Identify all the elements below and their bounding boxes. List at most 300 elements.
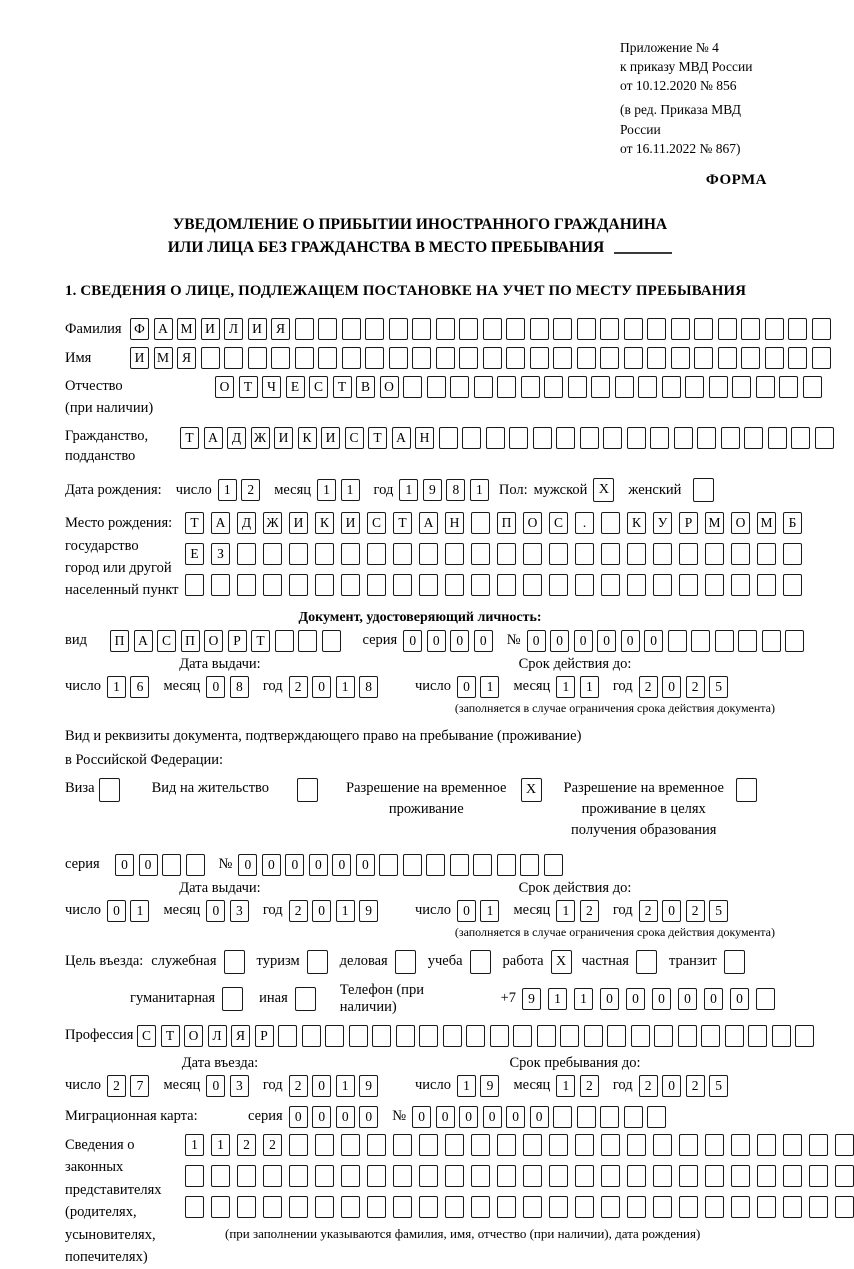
char-cell[interactable] bbox=[762, 630, 781, 652]
char-cell[interactable]: Ф bbox=[130, 318, 149, 340]
char-cell[interactable] bbox=[523, 1134, 542, 1156]
char-cell[interactable] bbox=[809, 1196, 828, 1218]
char-cell[interactable]: 0 bbox=[527, 630, 546, 652]
char-cell[interactable] bbox=[483, 318, 502, 340]
char-cell[interactable] bbox=[568, 376, 587, 398]
char-cell[interactable]: И bbox=[201, 318, 220, 340]
char-cell[interactable]: 0 bbox=[457, 900, 476, 922]
char-cell[interactable] bbox=[412, 347, 431, 369]
char-cell[interactable] bbox=[809, 1165, 828, 1187]
char-cell[interactable]: 1 bbox=[317, 479, 336, 501]
char-cell[interactable]: 0 bbox=[312, 1075, 331, 1097]
char-cell[interactable]: 0 bbox=[262, 854, 281, 876]
birth-day-cells[interactable] bbox=[218, 479, 261, 501]
char-cell[interactable] bbox=[389, 347, 408, 369]
valid-month-cells[interactable] bbox=[556, 676, 599, 698]
char-cell[interactable] bbox=[601, 543, 620, 565]
char-cell[interactable]: 0 bbox=[662, 676, 681, 698]
char-cell[interactable] bbox=[575, 1134, 594, 1156]
char-cell[interactable] bbox=[302, 1025, 321, 1047]
char-cell[interactable]: 0 bbox=[115, 854, 134, 876]
char-cell[interactable]: М bbox=[177, 318, 196, 340]
char-cell[interactable] bbox=[295, 347, 314, 369]
char-cell[interactable] bbox=[483, 347, 502, 369]
char-cell[interactable]: . bbox=[575, 512, 594, 534]
char-cell[interactable] bbox=[584, 1025, 603, 1047]
char-cell[interactable] bbox=[506, 318, 525, 340]
char-cell[interactable]: 0 bbox=[662, 1075, 681, 1097]
char-cell[interactable] bbox=[325, 1025, 344, 1047]
char-cell[interactable]: 2 bbox=[580, 900, 599, 922]
char-cell[interactable] bbox=[427, 376, 446, 398]
char-cell[interactable] bbox=[549, 1165, 568, 1187]
purpose-official-checkbox[interactable] bbox=[224, 950, 245, 974]
char-cell[interactable] bbox=[624, 318, 643, 340]
char-cell[interactable] bbox=[445, 1196, 464, 1218]
char-cell[interactable] bbox=[783, 1134, 802, 1156]
char-cell[interactable]: Т bbox=[393, 512, 412, 534]
char-cell[interactable] bbox=[237, 574, 256, 596]
char-cell[interactable] bbox=[367, 1134, 386, 1156]
char-cell[interactable] bbox=[709, 376, 728, 398]
char-cell[interactable]: Н bbox=[445, 512, 464, 534]
char-cell[interactable] bbox=[367, 1165, 386, 1187]
char-cell[interactable] bbox=[731, 1165, 750, 1187]
char-cell[interactable]: 0 bbox=[457, 676, 476, 698]
char-cell[interactable] bbox=[600, 1106, 619, 1128]
char-cell[interactable] bbox=[185, 1165, 204, 1187]
char-cell[interactable]: И bbox=[321, 427, 340, 449]
char-cell[interactable]: 1 bbox=[218, 479, 237, 501]
visa-checkbox[interactable] bbox=[99, 778, 120, 802]
birthplace-row3-cells[interactable] bbox=[185, 574, 802, 596]
char-cell[interactable] bbox=[638, 376, 657, 398]
char-cell[interactable]: 0 bbox=[550, 630, 569, 652]
char-cell[interactable] bbox=[471, 1134, 490, 1156]
char-cell[interactable]: 0 bbox=[626, 988, 645, 1010]
char-cell[interactable]: О bbox=[204, 630, 223, 652]
char-cell[interactable]: 0 bbox=[662, 900, 681, 922]
char-cell[interactable] bbox=[668, 630, 687, 652]
char-cell[interactable] bbox=[765, 318, 784, 340]
char-cell[interactable]: 0 bbox=[332, 854, 351, 876]
char-cell[interactable] bbox=[601, 1196, 620, 1218]
char-cell[interactable]: 0 bbox=[600, 988, 619, 1010]
char-cell[interactable]: 7 bbox=[130, 1075, 149, 1097]
char-cell[interactable]: М bbox=[154, 347, 173, 369]
char-cell[interactable]: 0 bbox=[459, 1106, 478, 1128]
female-checkbox[interactable] bbox=[693, 478, 714, 502]
char-cell[interactable]: 1 bbox=[336, 1075, 355, 1097]
char-cell[interactable] bbox=[815, 427, 834, 449]
representatives-row2-cells[interactable] bbox=[185, 1165, 854, 1187]
char-cell[interactable] bbox=[490, 1025, 509, 1047]
char-cell[interactable]: 0 bbox=[483, 1106, 502, 1128]
char-cell[interactable] bbox=[419, 1134, 438, 1156]
char-cell[interactable]: 2 bbox=[289, 900, 308, 922]
char-cell[interactable]: Л bbox=[224, 318, 243, 340]
char-cell[interactable] bbox=[544, 854, 563, 876]
char-cell[interactable]: 1 bbox=[185, 1134, 204, 1156]
birthplace-row1-cells[interactable] bbox=[185, 512, 802, 534]
char-cell[interactable] bbox=[379, 854, 398, 876]
char-cell[interactable] bbox=[812, 347, 831, 369]
doc-number-cells[interactable] bbox=[527, 630, 805, 652]
char-cell[interactable] bbox=[647, 318, 666, 340]
char-cell[interactable] bbox=[403, 854, 422, 876]
char-cell[interactable] bbox=[341, 1165, 360, 1187]
temp-residence-edu-checkbox[interactable] bbox=[736, 778, 757, 802]
char-cell[interactable]: О bbox=[523, 512, 542, 534]
char-cell[interactable] bbox=[603, 427, 622, 449]
char-cell[interactable]: Т bbox=[368, 427, 387, 449]
char-cell[interactable]: С bbox=[157, 630, 176, 652]
char-cell[interactable] bbox=[653, 1165, 672, 1187]
char-cell[interactable]: 0 bbox=[285, 854, 304, 876]
char-cell[interactable]: 2 bbox=[639, 1075, 658, 1097]
char-cell[interactable] bbox=[795, 1025, 814, 1047]
char-cell[interactable] bbox=[289, 543, 308, 565]
char-cell[interactable] bbox=[263, 543, 282, 565]
char-cell[interactable]: И bbox=[341, 512, 360, 534]
char-cell[interactable] bbox=[601, 512, 620, 534]
char-cell[interactable] bbox=[575, 1196, 594, 1218]
entry-day-cells[interactable] bbox=[107, 1075, 150, 1097]
purpose-business-checkbox[interactable] bbox=[395, 950, 416, 974]
char-cell[interactable]: А bbox=[211, 512, 230, 534]
profession-cells[interactable] bbox=[137, 1025, 814, 1047]
char-cell[interactable] bbox=[450, 376, 469, 398]
char-cell[interactable] bbox=[393, 1196, 412, 1218]
res-issue-year-cells[interactable] bbox=[289, 900, 379, 922]
char-cell[interactable]: 2 bbox=[263, 1134, 282, 1156]
char-cell[interactable]: 1 bbox=[556, 1075, 575, 1097]
char-cell[interactable] bbox=[289, 1196, 308, 1218]
char-cell[interactable]: 2 bbox=[580, 1075, 599, 1097]
char-cell[interactable]: 1 bbox=[556, 900, 575, 922]
char-cell[interactable]: 3 bbox=[230, 1075, 249, 1097]
char-cell[interactable]: О bbox=[380, 376, 399, 398]
char-cell[interactable] bbox=[289, 1134, 308, 1156]
char-cell[interactable] bbox=[627, 1196, 646, 1218]
char-cell[interactable] bbox=[497, 574, 516, 596]
char-cell[interactable] bbox=[731, 574, 750, 596]
char-cell[interactable]: С bbox=[549, 512, 568, 534]
char-cell[interactable] bbox=[412, 318, 431, 340]
char-cell[interactable] bbox=[756, 376, 775, 398]
char-cell[interactable]: С bbox=[137, 1025, 156, 1047]
char-cell[interactable] bbox=[553, 1106, 572, 1128]
char-cell[interactable] bbox=[731, 543, 750, 565]
char-cell[interactable]: А bbox=[204, 427, 223, 449]
char-cell[interactable] bbox=[263, 1165, 282, 1187]
doc-type-cells[interactable] bbox=[110, 630, 341, 652]
char-cell[interactable]: 0 bbox=[652, 988, 671, 1010]
char-cell[interactable] bbox=[459, 347, 478, 369]
char-cell[interactable] bbox=[738, 630, 757, 652]
char-cell[interactable] bbox=[577, 318, 596, 340]
char-cell[interactable] bbox=[741, 318, 760, 340]
char-cell[interactable] bbox=[788, 347, 807, 369]
char-cell[interactable] bbox=[600, 318, 619, 340]
char-cell[interactable] bbox=[211, 574, 230, 596]
char-cell[interactable]: И bbox=[289, 512, 308, 534]
char-cell[interactable]: 2 bbox=[289, 676, 308, 698]
char-cell[interactable] bbox=[624, 347, 643, 369]
char-cell[interactable] bbox=[445, 1165, 464, 1187]
char-cell[interactable] bbox=[549, 543, 568, 565]
char-cell[interactable] bbox=[497, 854, 516, 876]
char-cell[interactable]: 9 bbox=[359, 1075, 378, 1097]
char-cell[interactable] bbox=[653, 543, 672, 565]
char-cell[interactable] bbox=[654, 1025, 673, 1047]
char-cell[interactable] bbox=[471, 512, 490, 534]
char-cell[interactable] bbox=[577, 1106, 596, 1128]
char-cell[interactable]: 8 bbox=[230, 676, 249, 698]
valid-day-cells[interactable] bbox=[457, 676, 500, 698]
char-cell[interactable] bbox=[295, 318, 314, 340]
char-cell[interactable] bbox=[237, 543, 256, 565]
char-cell[interactable] bbox=[523, 543, 542, 565]
char-cell[interactable] bbox=[419, 543, 438, 565]
char-cell[interactable]: Ч bbox=[262, 376, 281, 398]
char-cell[interactable]: 8 bbox=[359, 676, 378, 698]
char-cell[interactable]: П bbox=[110, 630, 129, 652]
char-cell[interactable]: Е bbox=[185, 543, 204, 565]
res-issue-month-cells[interactable] bbox=[206, 900, 249, 922]
char-cell[interactable]: 0 bbox=[621, 630, 640, 652]
char-cell[interactable]: 0 bbox=[704, 988, 723, 1010]
char-cell[interactable] bbox=[601, 574, 620, 596]
char-cell[interactable]: 0 bbox=[206, 900, 225, 922]
res-issue-day-cells[interactable] bbox=[107, 900, 150, 922]
char-cell[interactable]: 2 bbox=[241, 479, 260, 501]
char-cell[interactable] bbox=[530, 347, 549, 369]
char-cell[interactable] bbox=[263, 574, 282, 596]
char-cell[interactable] bbox=[462, 427, 481, 449]
char-cell[interactable] bbox=[718, 318, 737, 340]
char-cell[interactable] bbox=[341, 543, 360, 565]
char-cell[interactable] bbox=[560, 1025, 579, 1047]
char-cell[interactable] bbox=[523, 574, 542, 596]
char-cell[interactable] bbox=[624, 1106, 643, 1128]
char-cell[interactable] bbox=[705, 1196, 724, 1218]
char-cell[interactable]: Т bbox=[239, 376, 258, 398]
char-cell[interactable] bbox=[471, 1196, 490, 1218]
char-cell[interactable] bbox=[765, 347, 784, 369]
char-cell[interactable]: Б bbox=[783, 512, 802, 534]
char-cell[interactable]: 9 bbox=[480, 1075, 499, 1097]
char-cell[interactable]: И bbox=[130, 347, 149, 369]
char-cell[interactable]: Р bbox=[228, 630, 247, 652]
char-cell[interactable]: 1 bbox=[556, 676, 575, 698]
char-cell[interactable]: 0 bbox=[206, 676, 225, 698]
char-cell[interactable]: К bbox=[315, 512, 334, 534]
char-cell[interactable] bbox=[263, 1196, 282, 1218]
char-cell[interactable] bbox=[744, 427, 763, 449]
char-cell[interactable] bbox=[315, 574, 334, 596]
char-cell[interactable] bbox=[466, 1025, 485, 1047]
char-cell[interactable] bbox=[783, 1196, 802, 1218]
char-cell[interactable]: 9 bbox=[359, 900, 378, 922]
char-cell[interactable] bbox=[783, 574, 802, 596]
char-cell[interactable] bbox=[650, 427, 669, 449]
char-cell[interactable]: 0 bbox=[474, 630, 493, 652]
representatives-row1-cells[interactable] bbox=[185, 1134, 854, 1156]
char-cell[interactable] bbox=[757, 543, 776, 565]
char-cell[interactable]: 3 bbox=[230, 900, 249, 922]
char-cell[interactable] bbox=[278, 1025, 297, 1047]
entry-year-cells[interactable] bbox=[289, 1075, 379, 1097]
purpose-humanitarian-checkbox[interactable] bbox=[222, 987, 243, 1011]
char-cell[interactable]: 0 bbox=[107, 900, 126, 922]
birth-month-cells[interactable] bbox=[317, 479, 360, 501]
char-cell[interactable] bbox=[349, 1025, 368, 1047]
char-cell[interactable] bbox=[627, 574, 646, 596]
char-cell[interactable] bbox=[486, 427, 505, 449]
char-cell[interactable]: Л bbox=[208, 1025, 227, 1047]
char-cell[interactable]: 1 bbox=[457, 1075, 476, 1097]
char-cell[interactable] bbox=[671, 347, 690, 369]
char-cell[interactable] bbox=[497, 1134, 516, 1156]
char-cell[interactable] bbox=[237, 1196, 256, 1218]
stay-month-cells[interactable] bbox=[556, 1075, 599, 1097]
char-cell[interactable] bbox=[341, 1196, 360, 1218]
char-cell[interactable] bbox=[785, 630, 804, 652]
char-cell[interactable] bbox=[315, 543, 334, 565]
char-cell[interactable] bbox=[471, 1165, 490, 1187]
char-cell[interactable]: 2 bbox=[107, 1075, 126, 1097]
char-cell[interactable] bbox=[530, 318, 549, 340]
valid-year-cells[interactable] bbox=[639, 676, 729, 698]
char-cell[interactable] bbox=[389, 318, 408, 340]
char-cell[interactable]: Т bbox=[161, 1025, 180, 1047]
char-cell[interactable]: 0 bbox=[139, 854, 158, 876]
char-cell[interactable] bbox=[772, 1025, 791, 1047]
char-cell[interactable]: 0 bbox=[412, 1106, 431, 1128]
char-cell[interactable]: 2 bbox=[686, 676, 705, 698]
char-cell[interactable] bbox=[396, 1025, 415, 1047]
char-cell[interactable]: 1 bbox=[470, 479, 489, 501]
char-cell[interactable]: 6 bbox=[130, 676, 149, 698]
char-cell[interactable]: С bbox=[345, 427, 364, 449]
char-cell[interactable] bbox=[185, 1196, 204, 1218]
char-cell[interactable]: Т bbox=[180, 427, 199, 449]
char-cell[interactable] bbox=[419, 1196, 438, 1218]
char-cell[interactable]: 2 bbox=[237, 1134, 256, 1156]
char-cell[interactable] bbox=[705, 1165, 724, 1187]
char-cell[interactable] bbox=[185, 574, 204, 596]
char-cell[interactable] bbox=[653, 574, 672, 596]
char-cell[interactable] bbox=[289, 574, 308, 596]
char-cell[interactable] bbox=[580, 427, 599, 449]
char-cell[interactable]: 1 bbox=[341, 479, 360, 501]
char-cell[interactable] bbox=[631, 1025, 650, 1047]
char-cell[interactable]: 0 bbox=[597, 630, 616, 652]
char-cell[interactable]: 1 bbox=[580, 676, 599, 698]
char-cell[interactable] bbox=[627, 543, 646, 565]
char-cell[interactable] bbox=[835, 1196, 854, 1218]
char-cell[interactable] bbox=[705, 574, 724, 596]
res-valid-month-cells[interactable] bbox=[556, 900, 599, 922]
char-cell[interactable] bbox=[678, 1025, 697, 1047]
char-cell[interactable] bbox=[653, 1134, 672, 1156]
char-cell[interactable] bbox=[725, 1025, 744, 1047]
char-cell[interactable] bbox=[731, 1134, 750, 1156]
char-cell[interactable] bbox=[757, 1134, 776, 1156]
char-cell[interactable] bbox=[201, 347, 220, 369]
char-cell[interactable]: Р bbox=[679, 512, 698, 534]
char-cell[interactable] bbox=[211, 1196, 230, 1218]
char-cell[interactable] bbox=[627, 1134, 646, 1156]
char-cell[interactable]: И bbox=[274, 427, 293, 449]
char-cell[interactable] bbox=[248, 347, 267, 369]
char-cell[interactable] bbox=[741, 347, 760, 369]
char-cell[interactable]: Я bbox=[271, 318, 290, 340]
char-cell[interactable]: А bbox=[392, 427, 411, 449]
char-cell[interactable]: 0 bbox=[644, 630, 663, 652]
char-cell[interactable]: П bbox=[497, 512, 516, 534]
char-cell[interactable] bbox=[289, 1165, 308, 1187]
char-cell[interactable]: 0 bbox=[450, 630, 469, 652]
char-cell[interactable] bbox=[224, 347, 243, 369]
char-cell[interactable] bbox=[718, 347, 737, 369]
char-cell[interactable]: 1 bbox=[336, 900, 355, 922]
issue-year-cells[interactable] bbox=[289, 676, 379, 698]
char-cell[interactable] bbox=[315, 1165, 334, 1187]
char-cell[interactable]: 8 bbox=[446, 479, 465, 501]
char-cell[interactable]: Ж bbox=[251, 427, 270, 449]
char-cell[interactable] bbox=[459, 318, 478, 340]
char-cell[interactable]: П bbox=[181, 630, 200, 652]
char-cell[interactable] bbox=[450, 854, 469, 876]
char-cell[interactable] bbox=[271, 347, 290, 369]
char-cell[interactable] bbox=[211, 1165, 230, 1187]
char-cell[interactable] bbox=[575, 543, 594, 565]
char-cell[interactable] bbox=[694, 318, 713, 340]
char-cell[interactable]: 0 bbox=[312, 900, 331, 922]
char-cell[interactable] bbox=[627, 1165, 646, 1187]
char-cell[interactable] bbox=[393, 543, 412, 565]
char-cell[interactable] bbox=[674, 427, 693, 449]
purpose-tourism-checkbox[interactable] bbox=[307, 950, 328, 974]
char-cell[interactable]: 1 bbox=[399, 479, 418, 501]
char-cell[interactable]: 2 bbox=[639, 676, 658, 698]
char-cell[interactable]: 0 bbox=[530, 1106, 549, 1128]
char-cell[interactable]: 5 bbox=[709, 676, 728, 698]
char-cell[interactable] bbox=[341, 574, 360, 596]
char-cell[interactable]: Ж bbox=[263, 512, 282, 534]
char-cell[interactable] bbox=[315, 1134, 334, 1156]
char-cell[interactable]: А bbox=[134, 630, 153, 652]
stay-day-cells[interactable] bbox=[457, 1075, 500, 1097]
purpose-study-checkbox[interactable] bbox=[470, 950, 491, 974]
char-cell[interactable]: Т bbox=[251, 630, 270, 652]
char-cell[interactable] bbox=[342, 347, 361, 369]
char-cell[interactable] bbox=[705, 1134, 724, 1156]
char-cell[interactable] bbox=[367, 1196, 386, 1218]
char-cell[interactable] bbox=[600, 347, 619, 369]
issue-month-cells[interactable] bbox=[206, 676, 249, 698]
citizenship-cells[interactable] bbox=[180, 427, 834, 449]
char-cell[interactable] bbox=[549, 1134, 568, 1156]
char-cell[interactable]: 5 bbox=[709, 900, 728, 922]
patronymic-cells[interactable] bbox=[215, 376, 822, 398]
char-cell[interactable] bbox=[809, 1134, 828, 1156]
char-cell[interactable] bbox=[685, 376, 704, 398]
char-cell[interactable]: 1 bbox=[574, 988, 593, 1010]
char-cell[interactable] bbox=[318, 318, 337, 340]
